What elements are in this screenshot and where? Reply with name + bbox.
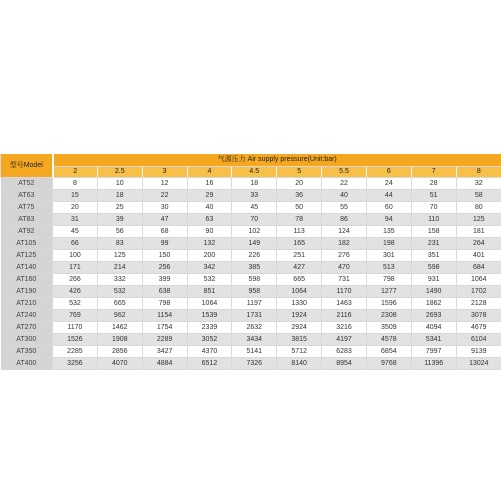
torque-value-cell: 66 [53, 238, 98, 250]
torque-table-container [0, 154, 501, 370]
model-cell: AT190 [1, 286, 53, 298]
torque-value-cell: 958 [232, 286, 277, 298]
torque-value-cell: 4884 [142, 358, 187, 370]
model-cell: AT300 [1, 334, 53, 346]
torque-value-cell: 20 [53, 202, 98, 214]
model-cell: AT270 [1, 322, 53, 334]
torque-value-cell: 150 [142, 250, 187, 262]
pressure-header-7: 7 [411, 167, 456, 178]
torque-value-cell: 100 [53, 250, 98, 262]
torque-value-cell: 6854 [366, 346, 411, 358]
torque-value-cell: 68 [142, 226, 187, 238]
torque-value-cell: 5712 [277, 346, 322, 358]
model-cell: AT105 [1, 238, 53, 250]
torque-value-cell: 22 [142, 190, 187, 202]
torque-value-cell: 94 [366, 214, 411, 226]
torque-value-cell: 264 [456, 238, 501, 250]
torque-value-cell: 40 [187, 202, 232, 214]
torque-value-cell: 56 [97, 226, 142, 238]
table-row [1, 346, 501, 358]
model-cell: AT210 [1, 298, 53, 310]
torque-value-cell: 1170 [322, 286, 367, 298]
torque-value-cell: 8 [53, 178, 98, 190]
torque-value-cell: 7997 [411, 346, 456, 358]
torque-value-cell: 113 [277, 226, 322, 238]
table-row [1, 358, 501, 370]
model-cell: AT75 [1, 202, 53, 214]
torque-value-cell: 1862 [411, 298, 456, 310]
torque-value-cell: 532 [97, 286, 142, 298]
torque-value-cell: 15 [53, 190, 98, 202]
table-title-row [1, 154, 501, 167]
torque-value-cell: 665 [97, 298, 142, 310]
torque-value-cell: 2339 [187, 322, 232, 334]
torque-value-cell: 2693 [411, 310, 456, 322]
torque-value-cell: 50 [277, 202, 322, 214]
table-row [1, 202, 501, 214]
torque-value-cell: 3078 [456, 310, 501, 322]
torque-value-cell: 638 [142, 286, 187, 298]
torque-value-cell: 3427 [142, 346, 187, 358]
torque-value-cell: 8954 [322, 358, 367, 370]
torque-value-cell: 70 [411, 202, 456, 214]
torque-value-cell: 385 [232, 262, 277, 274]
torque-value-cell: 16 [187, 178, 232, 190]
torque-value-cell: 1702 [456, 286, 501, 298]
torque-value-cell: 1596 [366, 298, 411, 310]
torque-value-cell: 31 [53, 214, 98, 226]
torque-value-cell: 102 [232, 226, 277, 238]
model-cell: AT52 [1, 178, 53, 190]
torque-value-cell: 33 [232, 190, 277, 202]
torque-value-cell: 4094 [411, 322, 456, 334]
torque-value-cell: 171 [53, 262, 98, 274]
torque-value-cell: 6512 [187, 358, 232, 370]
model-cell: AT92 [1, 226, 53, 238]
torque-value-cell: 1490 [411, 286, 456, 298]
model-column-header: 型号Model [1, 154, 53, 178]
torque-value-cell: 3256 [53, 358, 98, 370]
model-cell: AT125 [1, 250, 53, 262]
table-row [1, 262, 501, 274]
torque-value-cell: 125 [456, 214, 501, 226]
torque-value-cell: 9139 [456, 346, 501, 358]
torque-value-cell: 401 [456, 250, 501, 262]
pressure-header-4-5: 4.5 [232, 167, 277, 178]
torque-value-cell: 1539 [187, 310, 232, 322]
pressure-header-6: 6 [366, 167, 411, 178]
model-cell: AT240 [1, 310, 53, 322]
torque-value-cell: 7326 [232, 358, 277, 370]
torque-value-cell: 3216 [322, 322, 367, 334]
torque-value-cell: 3434 [232, 334, 277, 346]
torque-value-cell: 78 [277, 214, 322, 226]
torque-value-cell: 63 [187, 214, 232, 226]
torque-value-cell: 2856 [97, 346, 142, 358]
torque-value-cell: 532 [187, 274, 232, 286]
torque-value-cell: 769 [53, 310, 98, 322]
torque-value-cell: 256 [142, 262, 187, 274]
torque-value-cell: 1064 [187, 298, 232, 310]
table-row [1, 250, 501, 262]
torque-value-cell: 665 [277, 274, 322, 286]
torque-value-cell: 1330 [277, 298, 322, 310]
torque-value-cell: 12 [142, 178, 187, 190]
torque-value-cell: 3052 [187, 334, 232, 346]
torque-value-cell: 58 [456, 190, 501, 202]
torque-value-cell: 598 [232, 274, 277, 286]
torque-value-cell: 251 [277, 250, 322, 262]
model-cell: AT350 [1, 346, 53, 358]
model-cell: AT400 [1, 358, 53, 370]
torque-value-cell: 301 [366, 250, 411, 262]
torque-value-cell: 513 [366, 262, 411, 274]
torque-value-cell: 426 [53, 286, 98, 298]
torque-value-cell: 132 [187, 238, 232, 250]
torque-value-cell: 40 [322, 190, 367, 202]
torque-value-cell: 332 [97, 274, 142, 286]
table-row [1, 334, 501, 346]
pressure-header-5-5: 5.5 [322, 167, 367, 178]
table-row [1, 214, 501, 226]
torque-value-cell: 47 [142, 214, 187, 226]
torque-value-cell: 10 [97, 178, 142, 190]
torque-value-cell: 28 [411, 178, 456, 190]
torque-value-cell: 86 [322, 214, 367, 226]
torque-value-cell: 962 [97, 310, 142, 322]
torque-value-cell: 226 [232, 250, 277, 262]
torque-value-cell: 110 [411, 214, 456, 226]
table-row [1, 178, 501, 190]
torque-value-cell: 3815 [277, 334, 322, 346]
torque-value-cell: 2116 [322, 310, 367, 322]
torque-value-cell: 532 [53, 298, 98, 310]
table-title: 气源压力 Air supply pressure(Unit:bar) [53, 154, 501, 167]
torque-value-cell: 1170 [53, 322, 98, 334]
torque-value-cell: 4370 [187, 346, 232, 358]
torque-value-cell: 266 [53, 274, 98, 286]
torque-value-cell: 30 [142, 202, 187, 214]
torque-value-cell: 135 [366, 226, 411, 238]
torque-value-cell: 32 [456, 178, 501, 190]
torque-value-cell: 4679 [456, 322, 501, 334]
torque-value-cell: 83 [97, 238, 142, 250]
torque-value-cell: 4197 [322, 334, 367, 346]
table-row [1, 298, 501, 310]
torque-value-cell: 470 [322, 262, 367, 274]
torque-value-cell: 149 [232, 238, 277, 250]
torque-value-cell: 214 [97, 262, 142, 274]
torque-value-cell: 1064 [277, 286, 322, 298]
torque-value-cell: 18 [232, 178, 277, 190]
torque-value-cell: 80 [456, 202, 501, 214]
table-body [1, 178, 501, 370]
torque-value-cell: 44 [366, 190, 411, 202]
table-row [1, 286, 501, 298]
torque-value-cell: 181 [456, 226, 501, 238]
torque-value-cell: 1154 [142, 310, 187, 322]
torque-value-cell: 851 [187, 286, 232, 298]
torque-value-cell: 2285 [53, 346, 98, 358]
torque-value-cell: 598 [411, 262, 456, 274]
torque-value-cell: 6283 [322, 346, 367, 358]
torque-value-cell: 24 [366, 178, 411, 190]
torque-value-cell: 125 [97, 250, 142, 262]
torque-value-cell: 1463 [322, 298, 367, 310]
model-cell: AT140 [1, 262, 53, 274]
torque-value-cell: 165 [277, 238, 322, 250]
torque-value-cell: 90 [187, 226, 232, 238]
torque-value-cell: 231 [411, 238, 456, 250]
model-cell: AT83 [1, 214, 53, 226]
torque-value-cell: 427 [277, 262, 322, 274]
torque-value-cell: 51 [411, 190, 456, 202]
torque-value-cell: 200 [187, 250, 232, 262]
torque-value-cell: 11396 [411, 358, 456, 370]
torque-value-cell: 2289 [142, 334, 187, 346]
torque-value-cell: 684 [456, 262, 501, 274]
torque-value-cell: 5341 [411, 334, 456, 346]
torque-value-cell: 1462 [97, 322, 142, 334]
torque-value-cell: 39 [97, 214, 142, 226]
torque-value-cell: 13024 [456, 358, 501, 370]
table-row [1, 190, 501, 202]
torque-value-cell: 182 [322, 238, 367, 250]
torque-value-cell: 198 [366, 238, 411, 250]
model-cell: AT63 [1, 190, 53, 202]
torque-value-cell: 1197 [232, 298, 277, 310]
torque-value-cell: 1731 [232, 310, 277, 322]
torque-value-cell: 158 [411, 226, 456, 238]
pressure-header-row [1, 167, 501, 178]
torque-value-cell: 1277 [366, 286, 411, 298]
table-row [1, 226, 501, 238]
table-row [1, 274, 501, 286]
torque-value-cell: 9768 [366, 358, 411, 370]
pressure-header-5: 5 [277, 167, 322, 178]
torque-value-cell: 6104 [456, 334, 501, 346]
torque-value-cell: 731 [322, 274, 367, 286]
torque-value-cell: 20 [277, 178, 322, 190]
torque-value-cell: 36 [277, 190, 322, 202]
table-row [1, 310, 501, 322]
torque-value-cell: 351 [411, 250, 456, 262]
torque-value-cell: 2924 [277, 322, 322, 334]
torque-value-cell: 4070 [97, 358, 142, 370]
pressure-header-2-5: 2.5 [97, 167, 142, 178]
torque-value-cell: 3509 [366, 322, 411, 334]
torque-value-cell: 1754 [142, 322, 187, 334]
torque-value-cell: 1924 [277, 310, 322, 322]
torque-value-cell: 60 [366, 202, 411, 214]
torque-value-cell: 1526 [53, 334, 98, 346]
torque-value-cell: 342 [187, 262, 232, 274]
torque-value-cell: 22 [322, 178, 367, 190]
torque-value-cell: 399 [142, 274, 187, 286]
torque-value-cell: 8140 [277, 358, 322, 370]
torque-value-cell: 931 [411, 274, 456, 286]
torque-value-cell: 70 [232, 214, 277, 226]
torque-value-cell: 55 [322, 202, 367, 214]
pressure-header-2: 2 [53, 167, 98, 178]
pressure-header-8: 8 [456, 167, 501, 178]
model-cell: AT160 [1, 274, 53, 286]
torque-value-cell: 798 [142, 298, 187, 310]
pressure-header-3: 3 [142, 167, 187, 178]
torque-value-cell: 2308 [366, 310, 411, 322]
torque-value-cell: 29 [187, 190, 232, 202]
torque-table [0, 154, 501, 370]
torque-value-cell: 798 [366, 274, 411, 286]
torque-value-cell: 1064 [456, 274, 501, 286]
torque-value-cell: 2632 [232, 322, 277, 334]
torque-value-cell: 45 [53, 226, 98, 238]
torque-value-cell: 4578 [366, 334, 411, 346]
torque-value-cell: 99 [142, 238, 187, 250]
torque-value-cell: 1908 [97, 334, 142, 346]
torque-value-cell: 124 [322, 226, 367, 238]
table-row [1, 238, 501, 250]
torque-value-cell: 18 [97, 190, 142, 202]
pressure-header-4: 4 [187, 167, 232, 178]
torque-value-cell: 276 [322, 250, 367, 262]
torque-value-cell: 2128 [456, 298, 501, 310]
torque-value-cell: 45 [232, 202, 277, 214]
torque-value-cell: 5141 [232, 346, 277, 358]
table-row [1, 322, 501, 334]
torque-value-cell: 25 [97, 202, 142, 214]
